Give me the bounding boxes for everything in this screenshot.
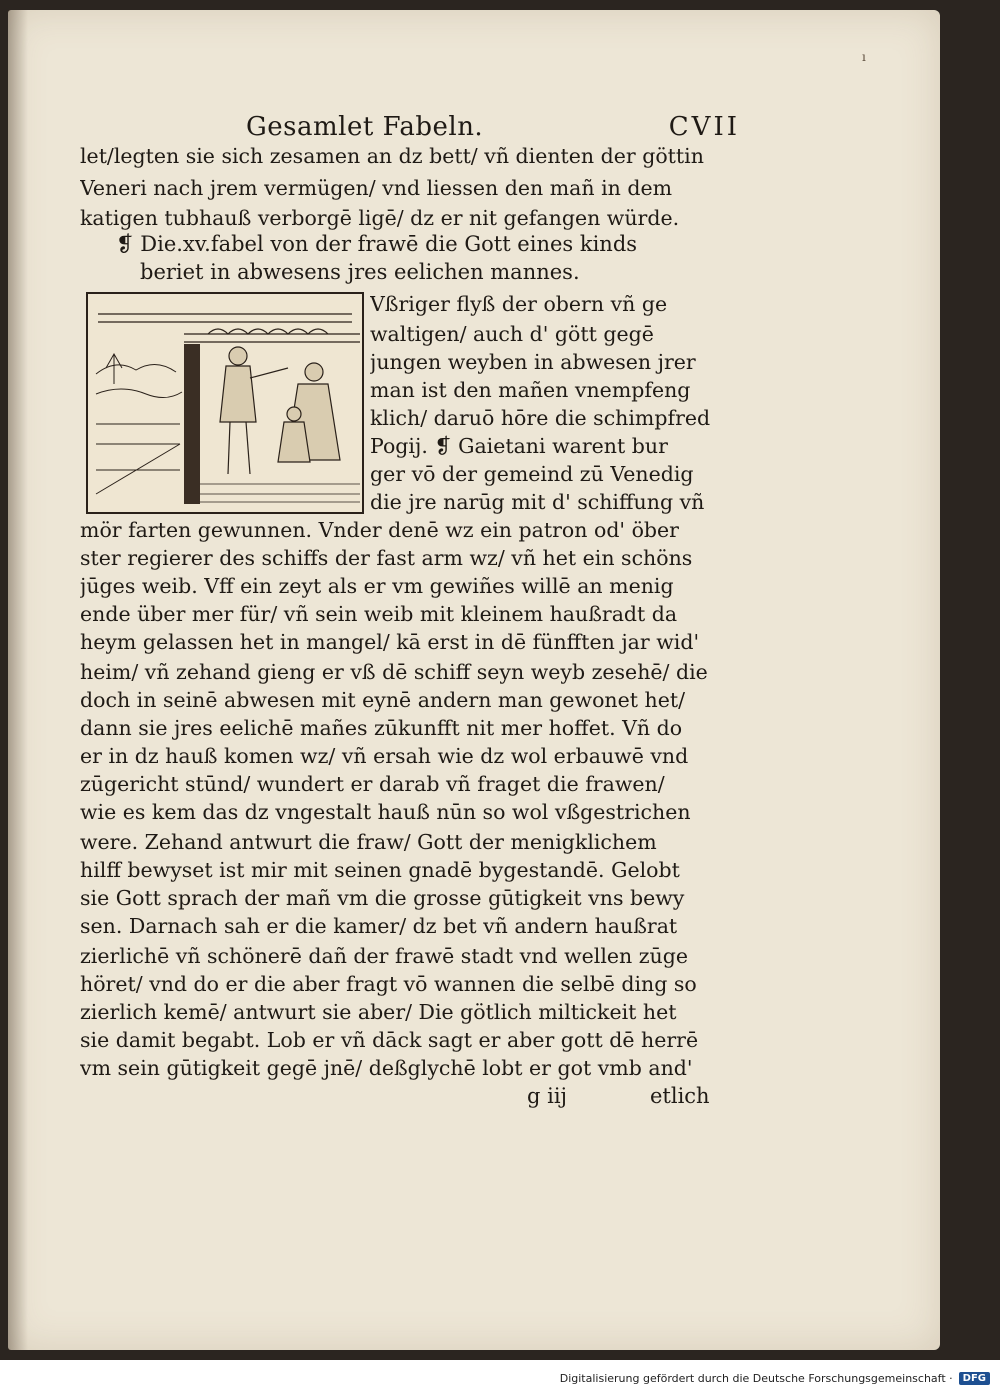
text-line: Vßriger flyß der obern vñ ge — [370, 292, 668, 316]
text-line: jūges weib. Vff ein zeyt als er vm gewiñes willē an menig — [80, 574, 674, 598]
text-line: katigen tubhauß verborgē ligē/ dz er nit gefangen würde. — [80, 206, 680, 230]
woodcut-scene-icon — [88, 294, 362, 512]
text-line: sie Gott sprach der mañ vm die grosse gūtigkeit vns bewy — [80, 886, 685, 910]
text-line: er in dz hauß komen wz/ vñ ersah wie dz wol erbauwē vnd — [80, 744, 689, 768]
text-line: jungen weyben in abwesen jrer — [370, 350, 696, 374]
text-line: ger vō der gemeind zū Venedig — [370, 462, 694, 486]
folio-number: CVII — [668, 112, 740, 142]
running-title: Gesamlet Fabeln. — [246, 112, 484, 142]
text-line: were. Zehand antwurt die fraw/ Gott der menigklichem — [80, 830, 657, 854]
text-line: Pogij. ❡ Gaietani warent bur — [370, 434, 668, 458]
text-line: wie es kem das dz vngestalt hauß nūn so wol vßgestrichen — [80, 800, 691, 824]
text-line: zierlich kemē/ antwurt sie aber/ Die götlich miltickeit het — [80, 1000, 677, 1024]
text-line: Veneri nach jrem vermügen/ vnd liessen den mañ in dem — [80, 176, 673, 200]
text-line: ende über mer für/ vñ sein weib mit kleinem haußradt da — [80, 602, 678, 626]
page-gutter-shadow — [8, 10, 28, 1350]
woodcut-illustration — [86, 292, 364, 514]
text-line: die jre narūg mit d' schiffung vñ — [370, 490, 705, 514]
text-line: doch in seinē abwesen mit eynē andern man gewonet het/ — [80, 688, 686, 712]
text-line: dann sie jres eelichē mañes zūkunfft nit mer hoffet. Vñ do — [80, 716, 683, 740]
text-line: mör farten gewunnen. Vnder denē wz ein patron od' öber — [80, 518, 679, 542]
page-edge-mark: ı — [862, 50, 866, 64]
text-line: zūgericht stūnd/ wundert er darab vñ fraget die frawen/ — [80, 772, 665, 796]
text-line: höret/ vnd do er die aber fragt vō wannen die selbē ding so — [80, 972, 697, 996]
funding-notice: Digitalisierung gefördert durch die Deutsche Forschungsgemeinschaft · — [559, 1371, 953, 1385]
text-line: zierlichē vñ schönerē dañ der frawē stadt vnd wellen zūge — [80, 944, 688, 968]
fable-heading: beriet in abwesens jres eelichen mannes. — [140, 260, 580, 284]
text-line: sie damit begabt. Lob er vñ dāck sagt er aber gott dē herrē — [80, 1028, 699, 1052]
dfg-logo-icon: DFG — [959, 1372, 990, 1385]
text-line: klich/ daruō hōre die schimpfred — [370, 406, 711, 430]
text-line: waltigen/ auch d' gött gegē — [370, 322, 654, 346]
text-line: vm sein gūtigkeit gegē jnē/ deßglychē lobt er got vmb and' — [80, 1056, 693, 1080]
text-line: man ist den mañen vnempfeng — [370, 378, 691, 402]
fable-heading: ❡ Die.xv.fabel von der frawē die Gott eines kinds — [116, 232, 638, 256]
text-line: sen. Darnach sah er die kamer/ dz bet vñ andern haußrat — [80, 914, 678, 938]
funding-footer — [560, 1368, 990, 1388]
text-line: let/legten sie sich zesamen an dz bett/ vñ dienten der göttin — [80, 144, 704, 168]
signature-mark: g iij — [527, 1084, 568, 1108]
text-line: ster regierer des schiffs der fast arm wz/ vñ het ein schöns — [80, 546, 693, 570]
text-line: heim/ vñ zehand gieng er vß dē schiff seyn weyb zesehē/ die — [80, 660, 708, 684]
text-line: hilff bewyset ist mir mit seinen gnadē bygestandē. Gelobt — [80, 858, 680, 882]
catchword: etlich — [650, 1084, 710, 1108]
text-line: heym gelassen het in mangel/ kā erst in dē fünfften jar wid' — [80, 630, 700, 654]
